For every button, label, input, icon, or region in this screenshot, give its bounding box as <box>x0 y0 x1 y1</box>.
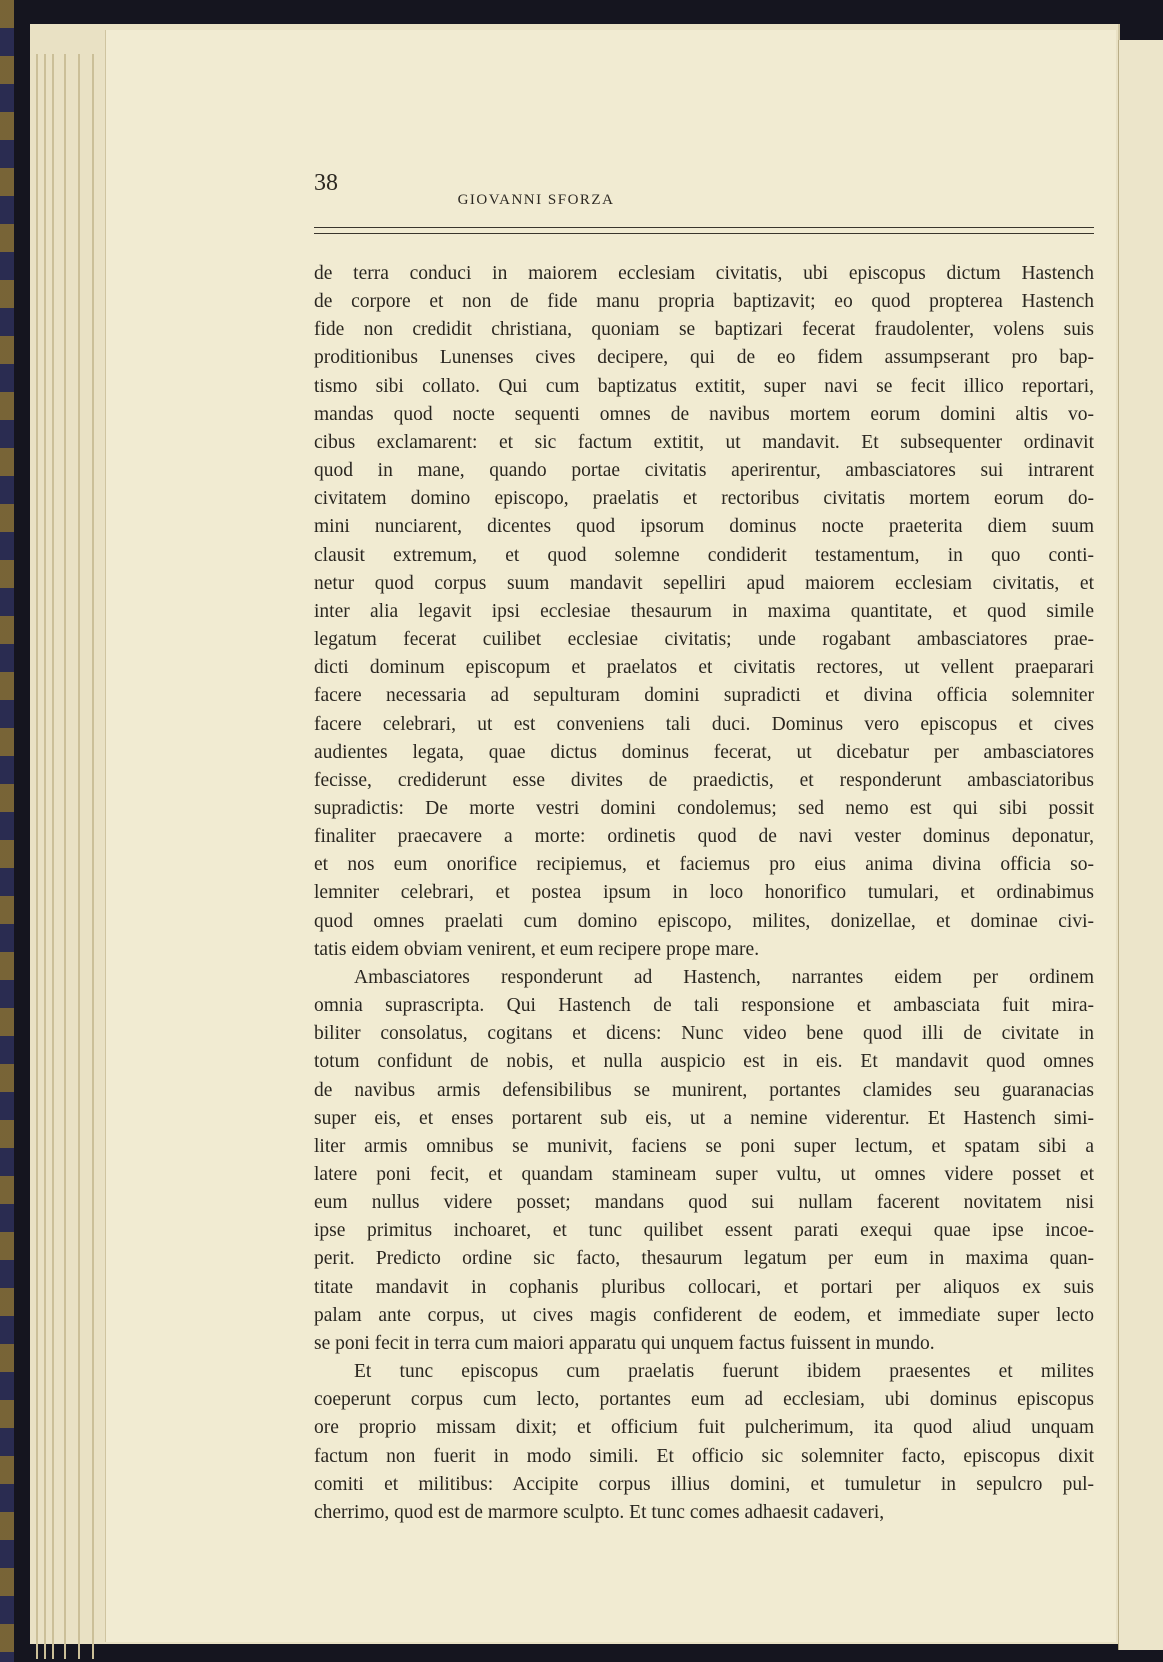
text-line: legatum fecerat cuilibet ecclesiae civitatis; unde rogabant ambasciatores prae- <box>314 629 1094 651</box>
header-double-rule <box>314 227 1094 234</box>
text-line: de terra conduci in maiorem ecclesiam civitatis, ubi episcopus dictum Hastench <box>314 263 1094 284</box>
text-line: cherrimo, quod est de marmore sculpto. Et tunc comes adhaesit cadaveri, <box>314 1501 885 1523</box>
page-stack-edge <box>78 54 80 1659</box>
text-line: clausit extremum, et quod solemne condiderit testamentum, in quo conti- <box>314 544 1094 566</box>
text-line: facere celebrari, ut est conveniens tali duci. Dominus vero episcopus et cives <box>314 713 1094 735</box>
page-stack-edge <box>92 54 94 1659</box>
page-number: 38 <box>314 170 338 196</box>
text-line: fecisse, crediderunt esse divites de praedictis, et responderunt ambasciatoribus <box>314 769 1094 791</box>
text-line: perit. Predicto ordine sic facto, thesaurum legatum per eum in maxima quan- <box>314 1248 1094 1270</box>
text-line: supradictis: De morte vestri domini condolemus; sed nemo est qui sibi possit <box>314 797 1094 819</box>
text-line: Ambasciatores responderunt ad Hastench, narrantes eidem per ordinem <box>354 966 1094 988</box>
body-text <box>314 260 1094 1527</box>
text-line: super eis, et enses portarent sub eis, ut a nemine viderentur. Et Hastench simi- <box>314 1107 1094 1129</box>
page-stack-edge <box>36 54 38 1659</box>
text-line: eum nullus videre posset; mandans quod sui nullam facerent novitatem nisi <box>314 1192 1094 1214</box>
text-line: ore proprio missam dixit; et officium fuit pulcherimum, ita quod aliud unquam <box>314 1417 1094 1439</box>
page-stack-edge <box>44 54 46 1659</box>
text-line: inter alia legavit ipsi ecclesiae thesaurum in maxima quantitate, et quod simile <box>314 600 1094 622</box>
text-line: tismo sibi collato. Qui cum baptizatus extitit, super navi se fecit illico reportari, <box>314 375 1094 397</box>
text-line: facere necessaria ad sepulturam domini supradicti et divina officia solemniter <box>314 685 1094 707</box>
text-line: proditionibus Lunenses cives decipere, qui de eo fidem assumpserant pro bap- <box>314 347 1094 369</box>
text-line: lemniter celebrari, et postea ipsum in loco honorifico tumulari, et ordinabimus <box>314 882 1094 904</box>
facing-page-edge <box>1118 40 1163 1650</box>
text-line: omnia suprascripta. Qui Hastench de tali responsione et ambasciata fuit mira- <box>314 995 1094 1017</box>
text-line: dicti dominum episcopum et praelatos et civitatis rectores, ut vellent praeparari <box>314 657 1094 679</box>
text-line: tatis eidem obviam venirent, et eum recipere prope mare. <box>314 938 760 960</box>
text-line: mandas quod nocte sequenti omnes de navibus mortem eorum domini altis vo- <box>314 403 1094 425</box>
text-line: factum non fuerit in modo simili. Et officio sic solemniter facto, episcopus dixit <box>314 1445 1094 1467</box>
text-line: liter armis omnibus se munivit, faciens se poni super lectum, et spatam sibi a <box>314 1135 1094 1157</box>
page-stack-edge <box>52 54 54 1659</box>
text-line: biliter consolatus, cogitans et dicens: Nunc video bene quod illi de civitate in <box>314 1023 1094 1045</box>
text-line: totum confidunt de nobis, et nulla auspicio est in eis. Et mandavit quod omnes <box>314 1051 1094 1073</box>
text-line: audientes legata, quae dictus dominus fecerat, ut dicebatur per ambasciatores <box>314 741 1094 763</box>
text-line: Et tunc episcopus cum praelatis fuerunt ibidem praesentes et milites <box>354 1361 1094 1383</box>
scan-color-strip <box>0 0 14 1662</box>
text-line: quod omnes praelati cum domino episcopo, milites, donizellae, et dominae civi- <box>314 910 1094 932</box>
text-line: netur quod corpus suum mandavit sepelliri apud maiorem ecclesiam civitatis, et <box>314 572 1094 594</box>
text-line: civitatem domino episcopo, praelatis et rectoribus civitatis mortem eorum do- <box>314 488 1094 510</box>
text-line: mini nunciarent, dicentes quod ipsorum dominus nocte praeterita diem suum <box>314 516 1094 538</box>
text-line: fide non credidit christiana, quoniam se baptizari fecerat fraudolenter, volens suis <box>314 319 1094 341</box>
page-stack-edge <box>64 54 66 1659</box>
text-line: coeperunt corpus cum lecto, portantes eum ad ecclesiam, ubi dominus episcopus <box>314 1389 1094 1411</box>
text-line: de corpore et non de fide manu propria baptizavit; eo quod propterea Hastench <box>314 291 1094 313</box>
text-line: et nos eum onorifice recipiemus, et faciemus pro eius anima divina officia so- <box>314 854 1094 876</box>
text-line: comiti et militibus: Accipite corpus illius domini, et tumuletur in sepulcro pul- <box>314 1473 1094 1495</box>
paragraph <box>314 964 1094 1358</box>
text-line: se poni fecit in terra cum maiori apparatu qui unquem factus fuissent in mundo. <box>314 1332 935 1354</box>
text-line: latere poni fecit, et quandam stamineam super vultu, ut omnes videre posset et <box>314 1164 1094 1185</box>
paragraph <box>314 1358 1094 1527</box>
text-line: ipse primitus inchoaret, et tunc quilibet essent parati exequi quae ipse incoe- <box>314 1220 1094 1242</box>
text-line: titate mandavit in cophanis pluribus collocari, et portari per aliquos ex suis <box>314 1276 1094 1298</box>
text-line: quod in mane, quando portae civitatis aperirentur, ambasciatores sui intrarent <box>314 460 1094 482</box>
text-line: cibus exclamarent: et sic factum extitit, ut mandavit. Et subsequenter ordinavit <box>314 431 1094 453</box>
running-head: GIOVANNI SFORZA <box>457 192 615 208</box>
text-line: palam ante corpus, ut cives magis confiderent de eodem, et immediate super lecto <box>314 1304 1094 1326</box>
text-line: finaliter praecavere a morte: ordinetis quod de navi vester dominus deponatur, <box>314 826 1094 848</box>
book-page <box>106 30 1116 1642</box>
text-line: de navibus armis defensibilibus se munirent, portantes clamides seu guaranacias <box>314 1079 1094 1101</box>
paragraph <box>314 260 1094 964</box>
